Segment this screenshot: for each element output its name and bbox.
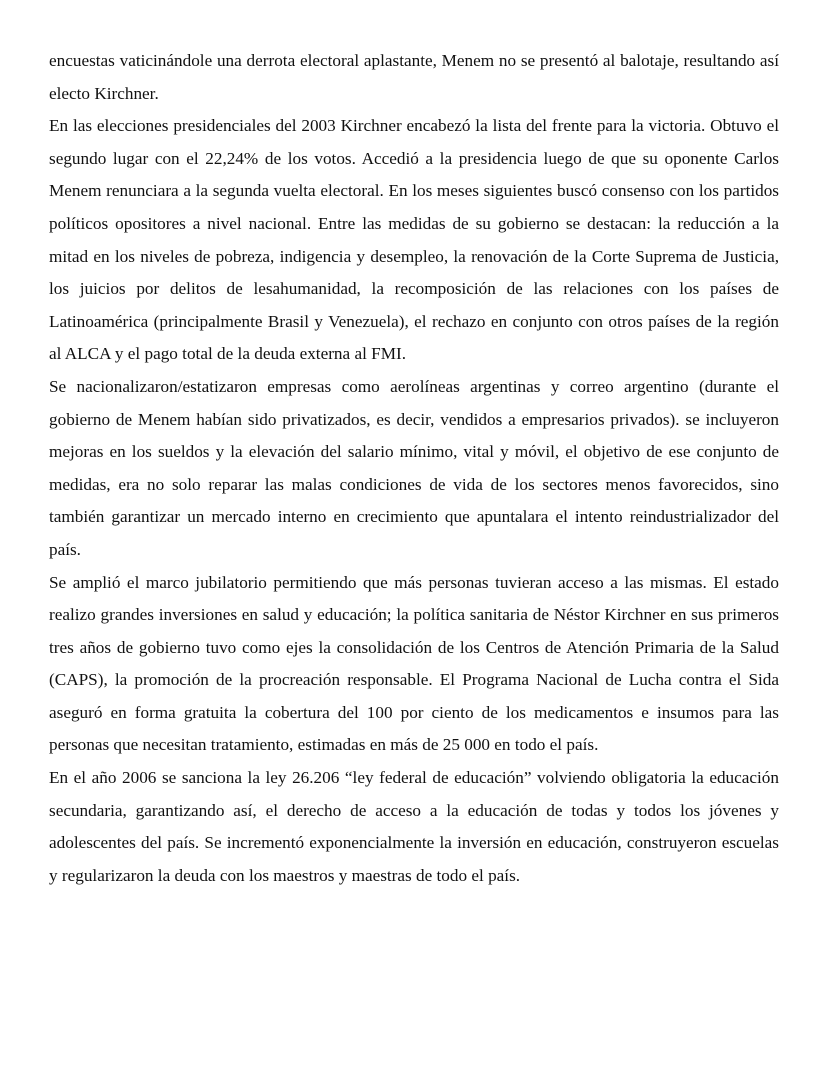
paragraph-nacionalizaciones: Se nacionalizaron/estatizaron empresas como aerolíneas argentinas y correo argentino (durante el gobierno de Menem habían sido privatizados, es decir, vendidos a empresarios privados). se incluyeron mejoras en los sueldos y la elevación del salario mínimo, vital y móvil, el objetivo de ese conjunto de medidas, era no solo reparar las malas condiciones de vida de los sectores menos favorecidos, sino también garantizar un mercado interno en crecimiento que apuntalara el intento reindustrializador del país. [49,376,779,559]
paragraph-elecciones-2003: En las elecciones presidenciales del 2003 Kirchner encabezó la lista del frente para la victoria. Obtuvo el segundo lugar con el 22,24% de los votos. Accedió a la presidencia luego de que su oponente Carlos Menem renunciara a la segunda vuelta electoral. En los meses siguientes buscó consenso con los partidos políticos opositores a nivel nacional. Entre las medidas de su gobierno se destacan: la reducción a la mitad en los niveles de pobreza, indigencia y desempleo, la renovación de la Corte Suprema de Justicia, los juicios por delitos de lesahumanidad, la recomposición de las relaciones con los países de Latinoamérica (principalmente Brasil y Venezuela), el rechazo en conjunto con otros países de la región al ALCA y el pago total de la deuda externa al FMI. [49,116,779,364]
paragraph-balotaje: encuestas vaticinándole una derrota electoral aplastante, Menem no se presentó al balotaje, resultando así electo Kirchner. [49,51,779,103]
paragraph-salud-jubilaciones: Se amplió el marco jubilatorio permitiendo que más personas tuvieran acceso a las mismas. El estado realizo grandes inversiones en salud y educación; la política sanitaria de Néstor Kirchner en sus primeros tres años de gobierno tuvo como ejes la consolidación de los Centros de Atención Primaria de la Salud (CAPS), la promoción de la procreación responsable. El Programa Nacional de Lucha contra el Sida aseguró en forma gratuita la cobertura del 100 por ciento de los medicamentos e insumos para las personas que necesitan tratamiento, estimadas en más de 25 000 en todo el país. [49,572,779,755]
document-page [49,45,779,892]
paragraph-ley-educacion: En el año 2006 se sanciona la ley 26.206 “ley federal de educación” volviendo obligatoria la educación secundaria, garantizando así, el derecho de acceso a la educación de todas y todos los jóvenes y adolescentes del país. Se incrementó exponencialmente la inversión en educación, construyeron escuelas y regularizaron la deuda con los maestros y maestras de todo el país. [49,768,779,885]
